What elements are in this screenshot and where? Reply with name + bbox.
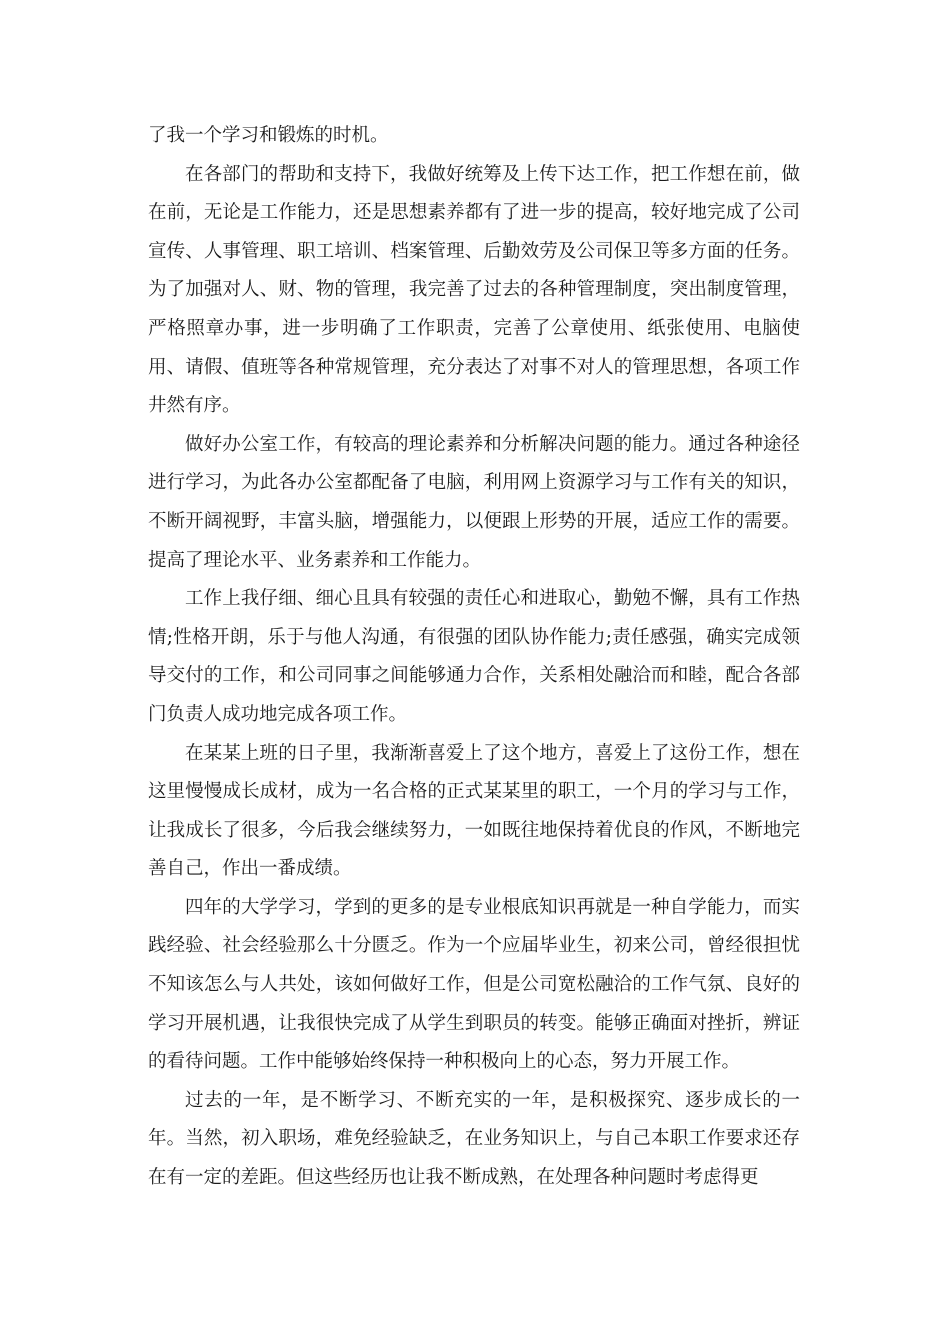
paragraph-5: 在某某上班的日子里，我渐渐喜爱上了这个地方，喜爱上了这份工作，想在这里慢慢成长成材，成为一名合格的正式某某里的职工，一个月的学习与工作，让我成长了很多，今后我会继续努力，一如既往地保持着优良的作风，不断地完善自己，作出一番成绩。 [148, 742, 800, 880]
paragraph-1: 了我一个学习和锻炼的时机。 [148, 125, 389, 146]
paragraph-3: 做好办公室工作，有较高的理论素养和分析解决问题的能力。通过各种途径进行学习，为此各办公室都配备了电脑，利用网上资源学习与工作有关的知识，不断开阔视野，丰富头脑，增强能力，以便跟上形势的开展，适应工作的需要。提高了理论水平、业务素养和工作能力。 [148, 433, 800, 571]
paragraph-4: 工作上我仔细、细心且具有较强的责任心和进取心，勤勉不懈，具有工作热情;性格开朗，乐于与他人沟通，有很强的团队协作能力;责任感强，确实完成领导交付的工作，和公司同事之间能够通力合作，关系相处融洽而和睦，配合各部门负责人成功地完成各项工作。 [148, 588, 800, 725]
paragraph-6: 四年的大学学习，学到的更多的是专业根底知识再就是一种自学能力，而实践经验、社会经验那么十分匮乏。作为一个应届毕业生，初来公司，曾经很担忧不知该怎么与人共处，该如何做好工作，但是公司宽松融洽的工作气氛、良好的学习开展机遇，让我很快完成了从学生到职员的转变。能够正确面对挫折，辨证的看待问题。工作中能够始终保持一种积极向上的心态，努力开展工作。 [148, 896, 800, 1073]
body-text [148, 117, 800, 1198]
paragraph-2: 在各部门的帮助和支持下，我做好统筹及上传下达工作，把工作想在前，做在前，无论是工作能力，还是思想素养都有了进一步的提高，较好地完成了公司宣传、人事管理、职工培训、档案管理、后勤效劳及公司保卫等多方面的任务。为了加强对人、财、物的管理，我完善了过去的各种管理制度，突出制度管理，严格照章办事，进一步明确了工作职责，完善了公章使用、纸张使用、电脑使用、请假、值班等各种常规管理，充分表达了对事不对人的管理思想，各项工作井然有序。 [148, 163, 800, 417]
paragraph-7: 过去的一年，是不断学习、不断充实的一年，是积极探究、逐步成长的一年。当然，初入职场，难免经验缺乏，在业务知识上，与自己本职工作要求还存在有一定的差距。但这些经历也让我不断成熟，在处理各种问题时考虑得更 [148, 1089, 800, 1189]
